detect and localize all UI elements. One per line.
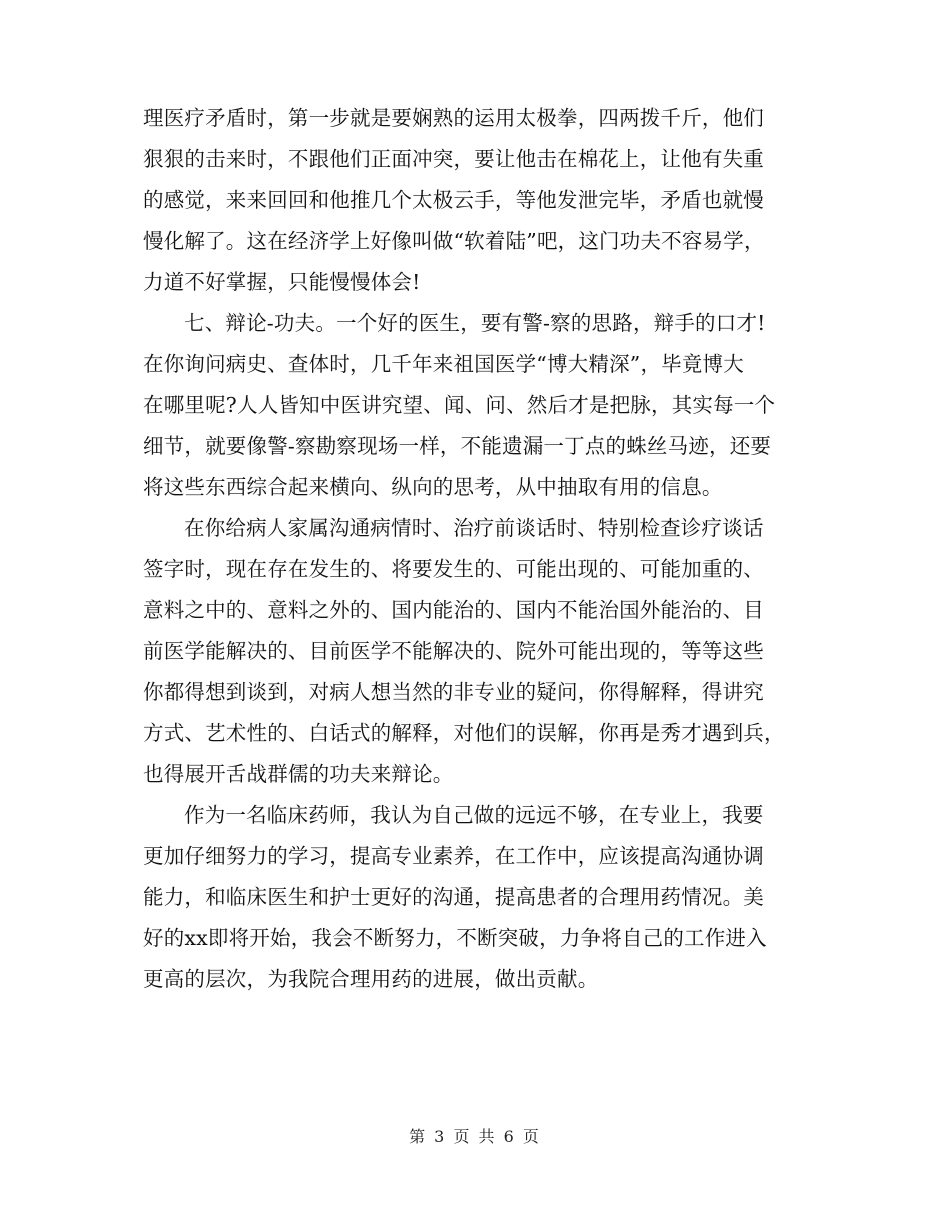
text-line: 力道不好掌握，只能慢慢体会!: [143, 270, 421, 294]
text-line: 理医疗矛盾时，第一步就是要娴熟的运用太极拳，四两拨千斤，他们: [143, 106, 764, 130]
text-line: 方式、艺术性的、白话式的解释，对他们的误解，你再是秀才遇到兵，: [143, 721, 785, 745]
text-line: 签字时，现在存在发生的、将要发生的、可能出现的、可能加重的、: [143, 557, 764, 581]
paragraph-start-line: 七、辩论-功夫。一个好的医生，要有警-察的思路，辩手的口才!: [184, 311, 766, 335]
paragraph-start-line: 作为一名临床药师，我认为自己做的远远不够，在专业上，我要: [184, 803, 764, 827]
text-line: 更加仔细努力的学习，提高专业素养，在工作中，应该提高沟通协调: [143, 844, 764, 868]
text-line: 你都得想到谈到，对病人想当然的非专业的疑问，你得解释，得讲究: [143, 680, 764, 704]
text-line: 将这些东西综合起来横向、纵向的思考，从中抽取有用的信息。: [143, 475, 723, 499]
text-line: 能力，和临床医生和护士更好的沟通，提高患者的合理用药情况。美: [143, 885, 764, 909]
text-line: 狠狠的击来时，不跟他们正面冲突，要让他击在棉花上，让他有失重: [143, 147, 764, 171]
text-line: 细节，就要像警-察勘察现场一样，不能遗漏一丁点的蛛丝马迹，还要: [143, 434, 772, 458]
text-line: 在哪里呢?人人皆知中医讲究望、闻、问、然后才是把脉，其实每一个: [143, 393, 776, 417]
text-line: 慢化解了。这在经济学上好像叫做“软着陆”吧，这门功夫不容易学，: [143, 229, 765, 253]
text-line: 在你询问病史、查体时，几千年来祖国医学“博大精深”，毕竟博大: [143, 352, 744, 376]
paragraph-start-line: 在你给病人家属沟通病情时、治疗前谈话时、特别检查诊疗谈话: [184, 516, 764, 540]
text-line: 的感觉，来来回回和他推几个太极云手，等他发泄完毕，矛盾也就慢: [143, 188, 764, 212]
text-line: 前医学能解决的、目前医学不能解决的、院外可能出现的，等等这些: [143, 639, 764, 663]
text-line: 更高的层次，为我院合理用药的进展，做出贡献。: [143, 967, 599, 991]
text-line: 也得展开舌战群儒的功夫来辩论。: [143, 762, 454, 786]
page-number-footer: 第 3 页 共 6 页: [409, 1127, 541, 1146]
text-line: 好的xx即将开始，我会不断努力，不断突破，力争将自己的工作进入: [143, 926, 767, 950]
document-body: [143, 98, 808, 1000]
text-line: 意料之中的、意料之外的、国内能治的、国内不能治国外能治的、目: [143, 598, 764, 622]
